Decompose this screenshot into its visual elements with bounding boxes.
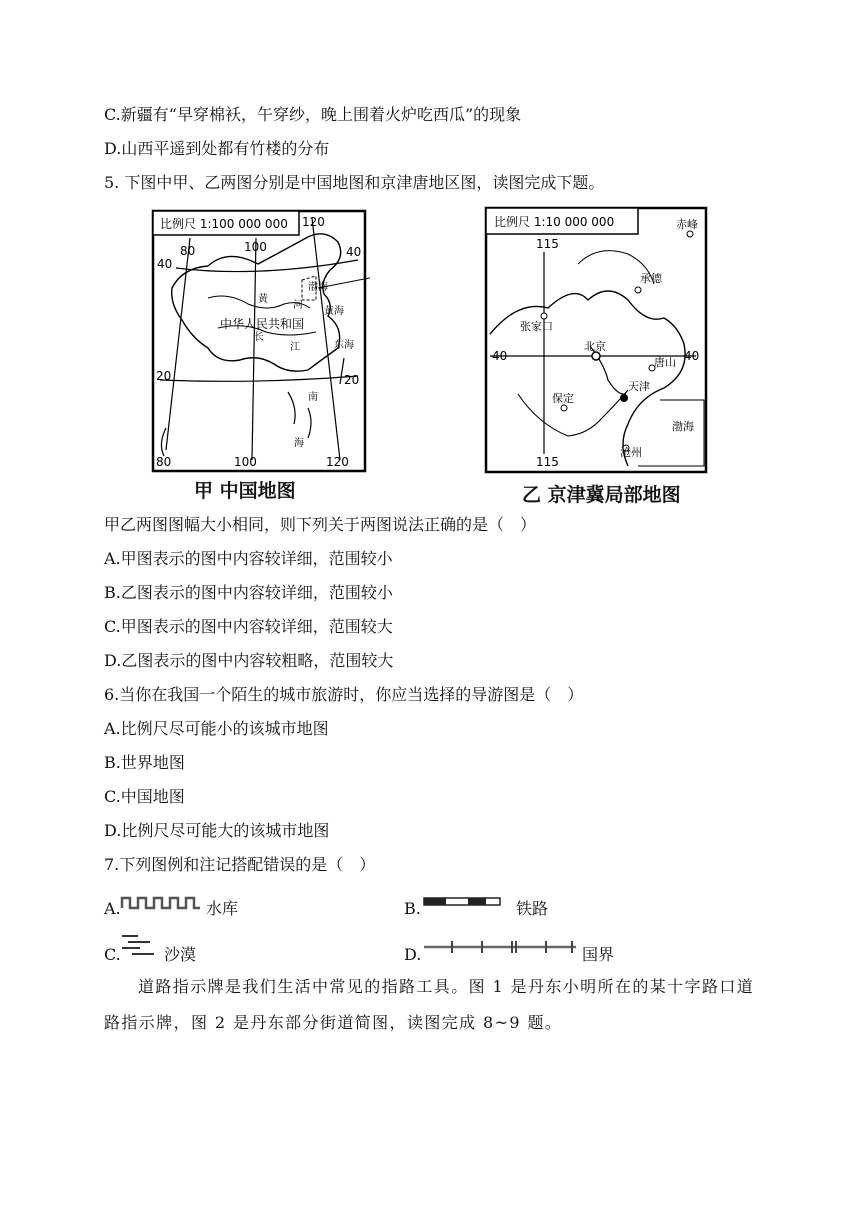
- map-china-label-nan: 南: [308, 392, 318, 403]
- map-china-lat-40-right: 40: [346, 245, 362, 259]
- q6-option-a: A.比例尺尽可能小的该城市地图: [104, 719, 329, 738]
- map-jingjinji: [478, 204, 710, 504]
- q6-option-b: B.世界地图: [104, 753, 185, 772]
- q7-option-b-prefix: B.: [404, 899, 421, 918]
- map-jingjinji-lat-40-right: 40: [684, 349, 700, 363]
- map-china-label-prc: 中华人民共和国: [220, 317, 305, 331]
- map-china-lon-120-bottom: 120: [326, 455, 349, 469]
- map-jingjinji-lon-115-bottom: 115: [536, 455, 559, 469]
- q7-option-b-label: 铁路: [516, 899, 549, 918]
- paragraph-line-2: 路指示牌，图 2 是丹东部分街道简图，读图完成 8~9 题。: [104, 1013, 563, 1032]
- map-jingjinji-title: 乙 京津冀局部地图: [522, 484, 681, 506]
- q7-option-d-label: 国界: [582, 945, 615, 964]
- map-china-scale: 比例尺 1:100 000 000: [160, 217, 288, 231]
- q7-question: 7.下列图例和注记搭配错误的是（ ）: [104, 855, 376, 874]
- q7-option-d-prefix: D.: [404, 945, 422, 964]
- q7-option-a-label: 水库: [206, 899, 239, 918]
- map-china-label-huanghai: 黄海: [324, 306, 344, 317]
- map-jingjinji-label-chengde: 承德: [640, 272, 662, 285]
- q5-stem: 甲乙两图图幅大小相同，则下列关于两图说法正确的是（ ）: [104, 515, 537, 534]
- map-china: [148, 208, 370, 508]
- q5-question: 5. 下图中甲、乙两图分别是中国地图和京津唐地区图，读图完成下题。: [104, 173, 605, 192]
- q5-option-c: C.甲图表示的图中内容较详细，范围较大: [104, 617, 393, 636]
- map-jingjinji-label-tangshan: 唐山: [654, 356, 676, 369]
- map-jingjinji-scale: 比例尺 1:10 000 000: [494, 215, 615, 229]
- map-china-lat-20-right: 20: [344, 373, 360, 387]
- map-china-label-he: 河: [293, 300, 303, 311]
- q5-option-b: B.乙图表示的图中内容较详细，范围较小: [104, 583, 393, 602]
- railway-symbol-icon: [422, 892, 502, 912]
- map-jingjinji-lon-115-top: 115: [536, 237, 559, 251]
- map-china-lon-80-top: 80: [180, 244, 196, 258]
- map-china-lon-100-bottom: 100: [234, 455, 257, 469]
- q7-option-a-prefix: A.: [104, 899, 121, 918]
- map-jingjinji-label-bohai: 渤海: [672, 420, 694, 433]
- map-china-lon-120-top: 120: [302, 215, 325, 229]
- q7-option-c-prefix: C.: [104, 945, 121, 964]
- q5-option-d: D.乙图表示的图中内容较粗略，范围较大: [104, 651, 394, 670]
- map-china-label-chang: 长: [254, 332, 264, 343]
- border-symbol-icon: [422, 938, 578, 956]
- q4-option-d: D.山西平遥到处都有竹楼的分布: [104, 139, 330, 158]
- map-china-label-bohai: 渤海: [308, 282, 328, 293]
- map-china-label-hai: 海: [294, 438, 304, 449]
- q6-question: 6.当你在我国一个陌生的城市旅游时，你应当选择的导游图是（ ）: [104, 685, 584, 704]
- map-jingjinji-label-cangzhou: 沧州: [620, 446, 642, 459]
- paragraph-line-1: 道路指示牌是我们生活中常见的指路工具。图 1 是丹东小明所在的某十字路口道: [138, 977, 755, 996]
- q6-option-d: D.比例尺尽可能大的该城市地图: [104, 821, 330, 840]
- map-jingjinji-label-beijing: 北京: [584, 340, 606, 353]
- map-jingjinji-label-chifeng: 赤峰: [676, 218, 698, 231]
- map-china-lat-40-left: 40: [157, 257, 173, 271]
- map-jingjinji-lat-40-left: 40: [492, 349, 508, 363]
- map-jingjinji-label-zhangjiakou: 张家口: [520, 320, 553, 333]
- q4-option-c: C.新疆有“早穿棉袄，午穿纱，晚上围着火炉吃西瓜”的现象: [104, 105, 522, 124]
- map-china-lon-80-bottom: 80: [156, 455, 172, 469]
- map-china-label-donghai: 东海: [334, 340, 354, 351]
- map-china-figure: [148, 208, 370, 474]
- q6-option-c: C.中国地图: [104, 787, 185, 806]
- map-china-title: 甲 中国地图: [194, 480, 296, 502]
- map-jingjinji-label-baoding: 保定: [552, 392, 574, 405]
- map-china-label-huang: 黄: [258, 294, 268, 305]
- map-jingjinji-figure: [478, 204, 710, 476]
- map-china-label-jiang: 江: [290, 342, 300, 353]
- map-china-lat-20-left: 20: [156, 369, 172, 383]
- q7-option-c-label: 沙漠: [164, 945, 197, 964]
- map-jingjinji-label-tianjin: 天津: [628, 380, 650, 393]
- desert-symbol-icon: [120, 930, 160, 958]
- reservoir-symbol-icon: [120, 892, 204, 914]
- map-china-lon-100-top: 100: [244, 240, 267, 254]
- q5-option-a: A.甲图表示的图中内容较详细，范围较小: [104, 549, 393, 568]
